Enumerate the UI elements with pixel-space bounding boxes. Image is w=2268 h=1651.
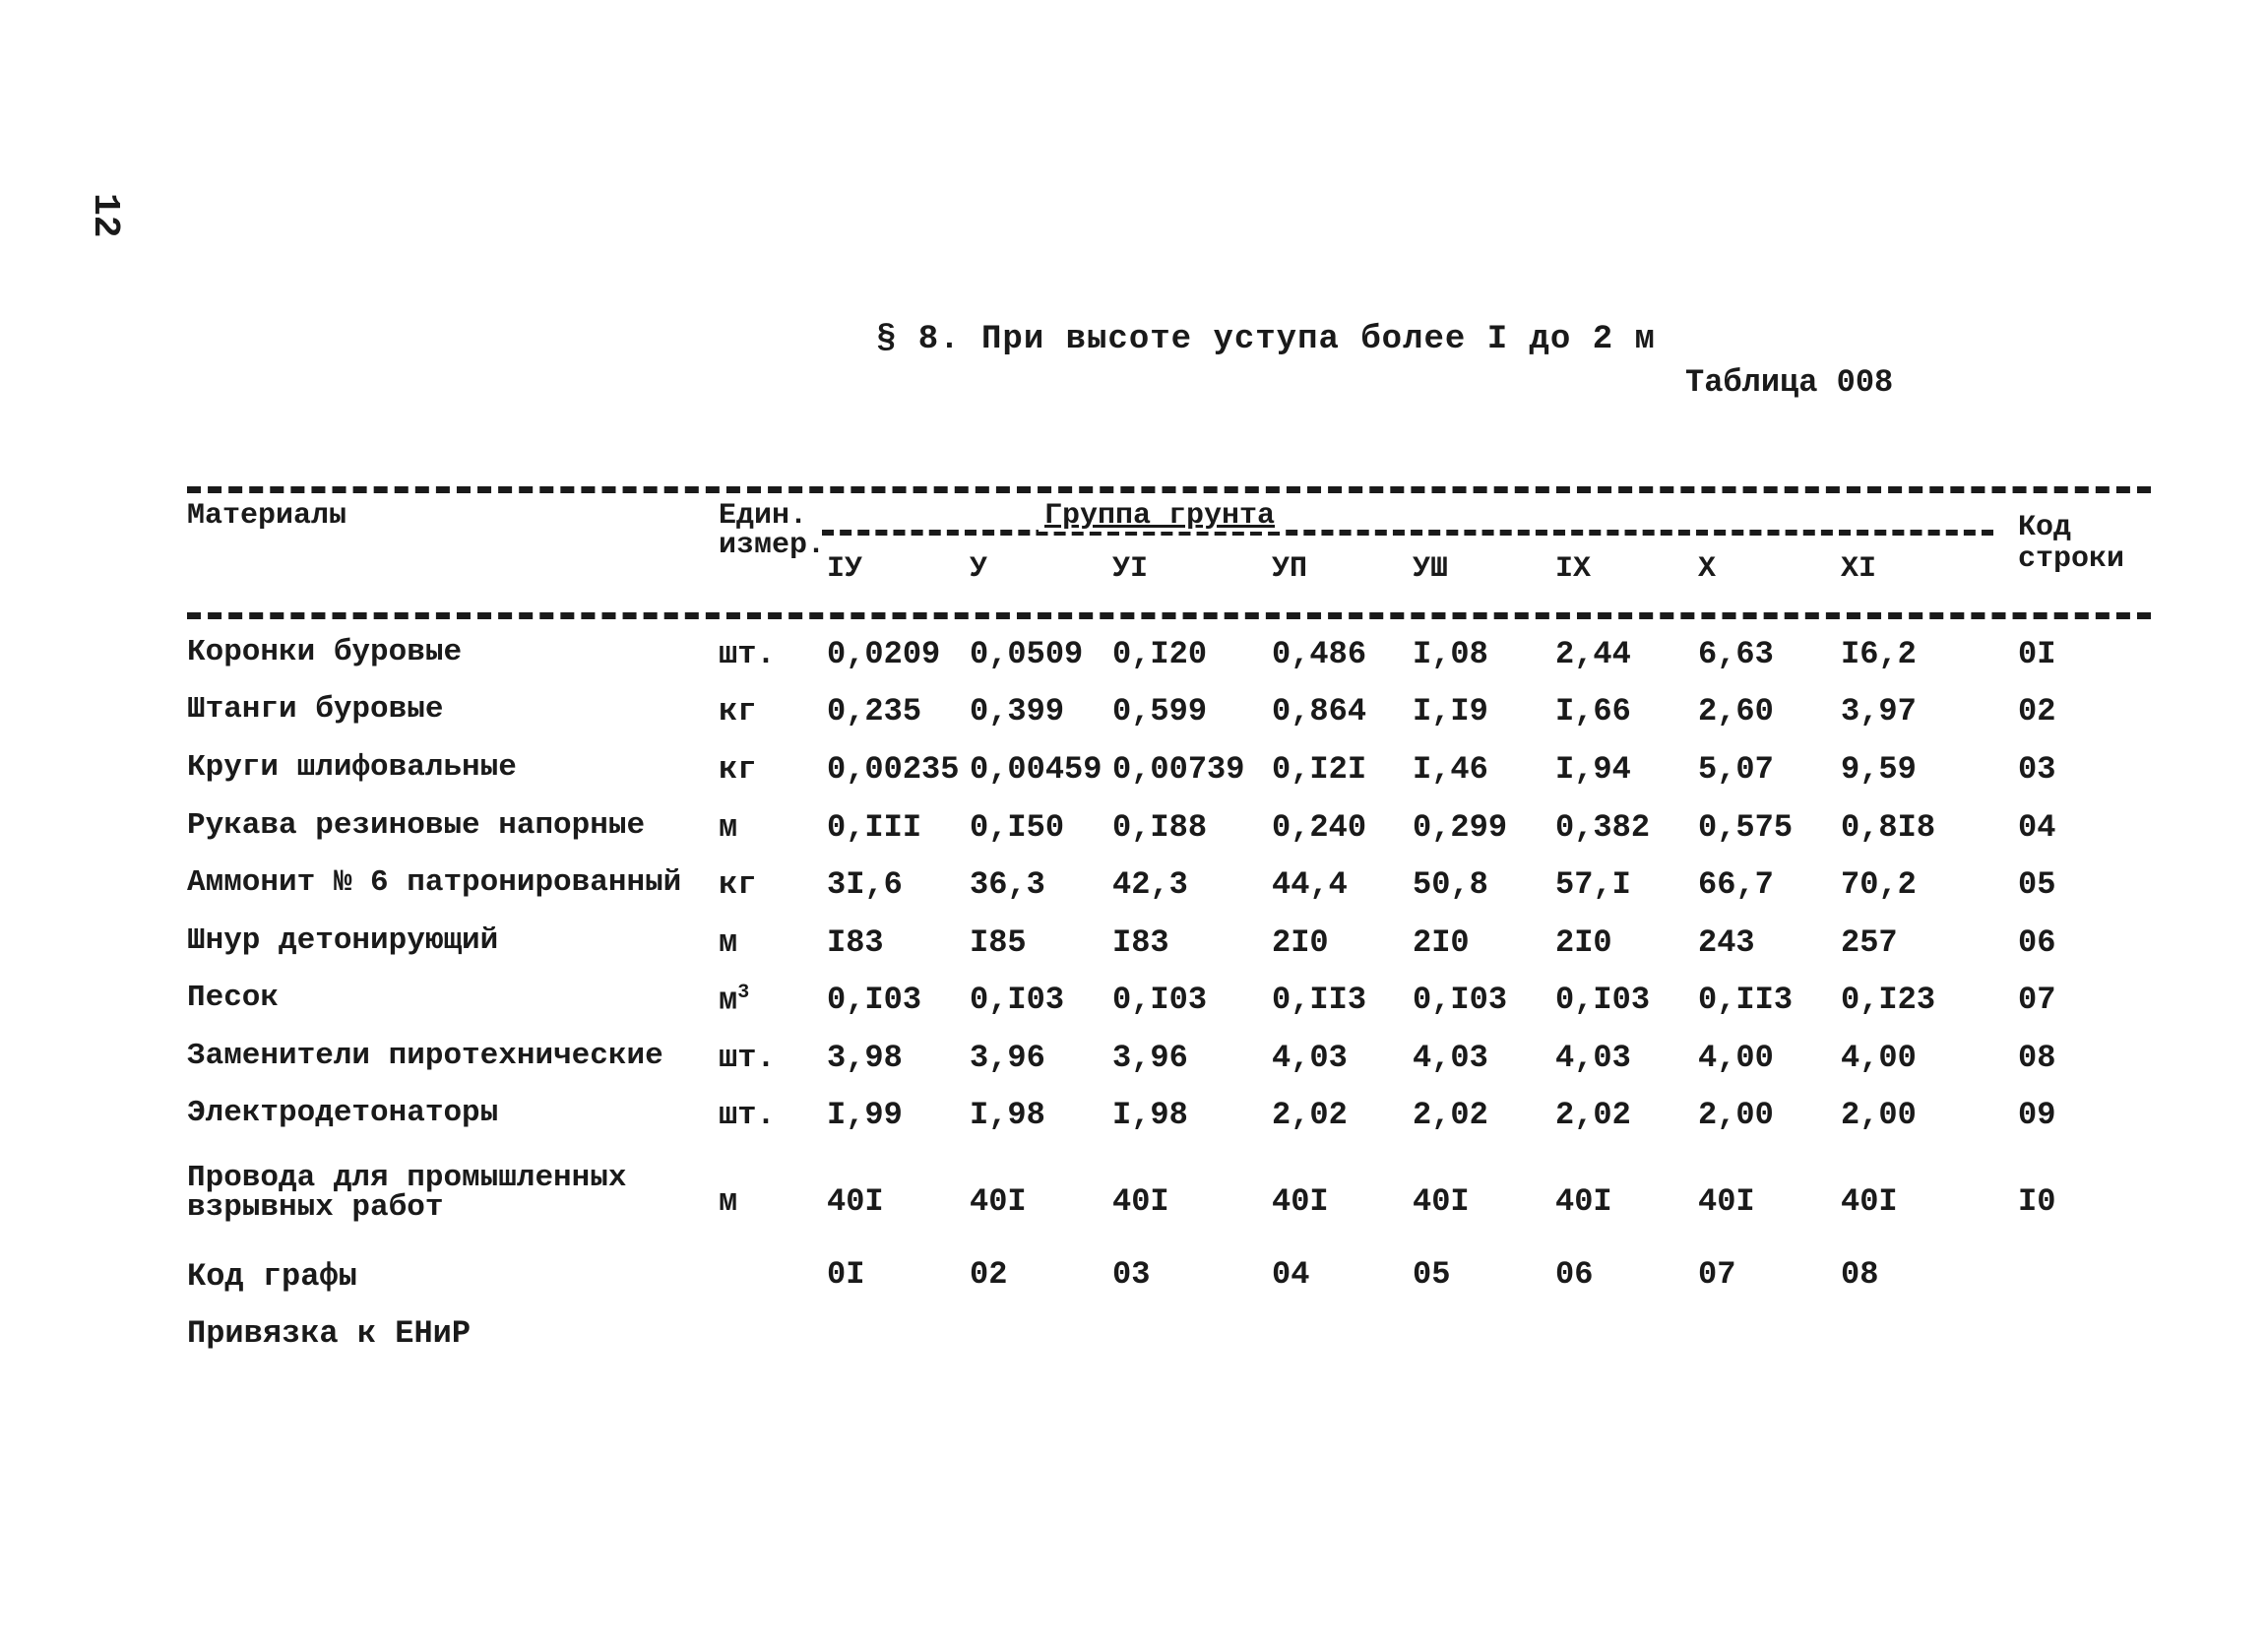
table-cell: 0,I50 bbox=[970, 809, 1065, 846]
table-cell: 0,I23 bbox=[1841, 982, 1936, 1018]
table-cell: 243 bbox=[1698, 924, 1755, 961]
table-cell: 0,I20 bbox=[1112, 636, 1208, 672]
graph-code-cell: 03 bbox=[1112, 1256, 1151, 1293]
table-cell: 2,02 bbox=[1555, 1097, 1631, 1133]
section-heading: § 8. При высоте уступа более I до 2 м bbox=[876, 321, 1656, 358]
table-cell: 70,2 bbox=[1841, 866, 1917, 903]
table-cell: I83 bbox=[1112, 924, 1169, 961]
table-cell: 5,07 bbox=[1698, 751, 1774, 788]
table-cell: I,I9 bbox=[1413, 693, 1488, 730]
table-cell: 2,00 bbox=[1698, 1097, 1774, 1133]
unit-text: м bbox=[719, 982, 738, 1019]
row-material-name: Шнур детонирующий bbox=[187, 923, 499, 958]
table-cell: 2,44 bbox=[1555, 636, 1631, 672]
graph-code-cell: 05 bbox=[1413, 1256, 1451, 1293]
unit-text: шт. bbox=[719, 1040, 776, 1076]
row-unit bbox=[719, 924, 737, 961]
row-material-name: Коронки буровые bbox=[187, 635, 463, 669]
table-cell: 2,02 bbox=[1413, 1097, 1488, 1133]
column-header: XI bbox=[1841, 552, 1877, 586]
row-unit bbox=[719, 982, 749, 1019]
table-cell: 0,II3 bbox=[1272, 982, 1367, 1018]
table-cell: 0,00459 bbox=[970, 751, 1102, 788]
table-cell: 40I bbox=[1112, 1183, 1169, 1220]
table-cell: 0,I03 bbox=[1112, 982, 1208, 1018]
table-cell: I,08 bbox=[1413, 636, 1488, 672]
graph-code-cell: 04 bbox=[1272, 1256, 1310, 1293]
table-cell: 0,I88 bbox=[1112, 809, 1208, 846]
material-line: взрывных работ bbox=[187, 1190, 444, 1225]
table-cell: 4,03 bbox=[1555, 1040, 1631, 1076]
row-unit bbox=[719, 636, 776, 672]
row-code: 05 bbox=[2018, 866, 2056, 903]
column-header: У bbox=[970, 552, 988, 586]
table-cell: 57,I bbox=[1555, 866, 1631, 903]
table-cell: 0,00739 bbox=[1112, 751, 1245, 788]
row-unit bbox=[719, 751, 756, 788]
table-cell: I,98 bbox=[1112, 1097, 1188, 1133]
row-code: 06 bbox=[2018, 924, 2056, 961]
row-unit bbox=[719, 1040, 776, 1076]
table-cell: I,66 bbox=[1555, 693, 1631, 730]
page-number: 12 bbox=[84, 193, 126, 238]
row-code: 03 bbox=[2018, 751, 2056, 788]
table-cell: 0,I03 bbox=[827, 982, 922, 1018]
row-unit bbox=[719, 1183, 737, 1220]
unit-text: кг bbox=[719, 751, 757, 788]
table-cell: 50,8 bbox=[1413, 866, 1488, 903]
table-cell: 0,III bbox=[827, 809, 922, 846]
table-cell: I,94 bbox=[1555, 751, 1631, 788]
row-material-name: Аммонит № 6 патронированный bbox=[187, 865, 682, 900]
unit-superscript: 3 bbox=[737, 982, 750, 1004]
table-cell: 9,59 bbox=[1841, 751, 1917, 788]
row-material-name: Заменители пиротехнические bbox=[187, 1039, 663, 1073]
table-cell: 0,399 bbox=[970, 693, 1065, 730]
unit-text: кг bbox=[719, 866, 757, 903]
table-cell: 40I bbox=[1698, 1183, 1755, 1220]
unit-text: шт. bbox=[719, 1097, 776, 1133]
table-cell: 4,00 bbox=[1841, 1040, 1917, 1076]
table-cell: 2,00 bbox=[1841, 1097, 1917, 1133]
unit-text: шт. bbox=[719, 636, 776, 672]
table-top-rule bbox=[187, 486, 2151, 493]
graph-code-cell: 06 bbox=[1555, 1256, 1594, 1293]
row-unit bbox=[719, 693, 756, 730]
table-cell: 0,240 bbox=[1272, 809, 1367, 846]
table-cell: I,99 bbox=[827, 1097, 903, 1133]
table-cell: 40I bbox=[970, 1183, 1027, 1220]
graph-code-cell: 07 bbox=[1698, 1256, 1736, 1293]
table-cell: 2I0 bbox=[1272, 924, 1329, 961]
graph-code-cell: 02 bbox=[970, 1256, 1008, 1293]
graph-code-cell: 08 bbox=[1841, 1256, 1879, 1293]
row-code: I0 bbox=[2018, 1183, 2056, 1220]
row-unit bbox=[719, 1097, 776, 1133]
table-cell: 40I bbox=[1272, 1183, 1329, 1220]
graph-code-label: Код графы bbox=[187, 1258, 357, 1295]
table-cell: 3,98 bbox=[827, 1040, 903, 1076]
unit-text: м bbox=[719, 1183, 738, 1220]
header-materials: Материалы bbox=[187, 499, 347, 533]
graph-code-cell: 0I bbox=[827, 1256, 865, 1293]
row-material-name: Песок bbox=[187, 981, 280, 1015]
table-cell: 0,864 bbox=[1272, 693, 1367, 730]
row-material-name: Штанги буровые bbox=[187, 692, 444, 727]
table-cell: 0,0209 bbox=[827, 636, 941, 672]
footer-enir-link: Привязка к ЕНиР bbox=[187, 1315, 472, 1352]
group-header-rule bbox=[822, 530, 1993, 536]
column-header: УШ bbox=[1413, 552, 1449, 586]
header-unit-line1: Един. bbox=[719, 499, 808, 533]
table-cell: 0,00235 bbox=[827, 751, 960, 788]
table-cell: 6,63 bbox=[1698, 636, 1774, 672]
column-header: УI bbox=[1112, 552, 1149, 586]
table-cell: 2,02 bbox=[1272, 1097, 1348, 1133]
table-cell: 2,60 bbox=[1698, 693, 1774, 730]
table-cell: 0,575 bbox=[1698, 809, 1794, 846]
table-cell: 40I bbox=[1413, 1183, 1470, 1220]
table-cell: 2I0 bbox=[1413, 924, 1470, 961]
table-cell: 3,96 bbox=[1112, 1040, 1188, 1076]
table-cell: 4,03 bbox=[1272, 1040, 1348, 1076]
table-cell: 0,I03 bbox=[1413, 982, 1508, 1018]
unit-text: м bbox=[719, 924, 738, 961]
table-cell: 66,7 bbox=[1698, 866, 1774, 903]
header-soil-group: Группа грунта bbox=[1039, 500, 1281, 532]
table-cell: 0,382 bbox=[1555, 809, 1651, 846]
table-cell: I,46 bbox=[1413, 751, 1488, 788]
table-cell: 0,I03 bbox=[970, 982, 1065, 1018]
row-material-name: Электродетонаторы bbox=[187, 1096, 499, 1130]
row-material-name: Рукава резиновые напорные bbox=[187, 808, 646, 843]
table-cell: 40I bbox=[1555, 1183, 1612, 1220]
table-cell: 44,4 bbox=[1272, 866, 1348, 903]
table-cell: I83 bbox=[827, 924, 884, 961]
table-cell: 0,486 bbox=[1272, 636, 1367, 672]
row-code: 08 bbox=[2018, 1040, 2056, 1076]
column-header: X bbox=[1698, 552, 1717, 586]
row-material-name: Круги шлифовальные bbox=[187, 750, 517, 785]
table-cell: 0,299 bbox=[1413, 809, 1508, 846]
table-cell: 42,3 bbox=[1112, 866, 1188, 903]
row-code: 02 bbox=[2018, 693, 2056, 730]
row-code: 09 bbox=[2018, 1097, 2056, 1133]
header-unit-line2: измер. bbox=[719, 529, 826, 562]
table-label: Таблица 008 bbox=[1685, 364, 1894, 401]
table-cell: 3,97 bbox=[1841, 693, 1917, 730]
table-cell: 0,I2I bbox=[1272, 751, 1367, 788]
table-cell: 0,0509 bbox=[970, 636, 1084, 672]
table-cell: 0,599 bbox=[1112, 693, 1208, 730]
row-code: 0I bbox=[2018, 636, 2056, 672]
table-cell: 3I,6 bbox=[827, 866, 903, 903]
column-header: УП bbox=[1272, 552, 1308, 586]
unit-text: кг bbox=[719, 693, 757, 730]
row-material-name bbox=[187, 1161, 627, 1225]
row-code: 07 bbox=[2018, 982, 2056, 1018]
table-cell: 2I0 bbox=[1555, 924, 1612, 961]
table-cell: 0,8I8 bbox=[1841, 809, 1936, 846]
header-code-line1: Код bbox=[2018, 511, 2072, 544]
row-code: 04 bbox=[2018, 809, 2056, 846]
table-cell: 36,3 bbox=[970, 866, 1045, 903]
unit-text: м bbox=[719, 809, 738, 846]
table-cell: I6,2 bbox=[1841, 636, 1917, 672]
header-bottom-rule bbox=[187, 612, 2151, 619]
row-unit bbox=[719, 866, 756, 903]
column-header: IX bbox=[1555, 552, 1592, 586]
row-unit bbox=[719, 809, 737, 846]
table-cell: 0,I03 bbox=[1555, 982, 1651, 1018]
table-cell: 4,00 bbox=[1698, 1040, 1774, 1076]
table-cell: 40I bbox=[1841, 1183, 1898, 1220]
table-cell: I,98 bbox=[970, 1097, 1045, 1133]
material-line: Провода для промышленных bbox=[187, 1161, 627, 1195]
table-cell: 40I bbox=[827, 1183, 884, 1220]
table-cell: 3,96 bbox=[970, 1040, 1045, 1076]
table-cell: 0,II3 bbox=[1698, 982, 1794, 1018]
table-cell: 0,235 bbox=[827, 693, 922, 730]
table-cell: 4,03 bbox=[1413, 1040, 1488, 1076]
header-code-line2: строки bbox=[2018, 542, 2125, 576]
table-cell: I85 bbox=[970, 924, 1027, 961]
column-header: IУ bbox=[827, 552, 863, 586]
table-cell: 257 bbox=[1841, 924, 1898, 961]
